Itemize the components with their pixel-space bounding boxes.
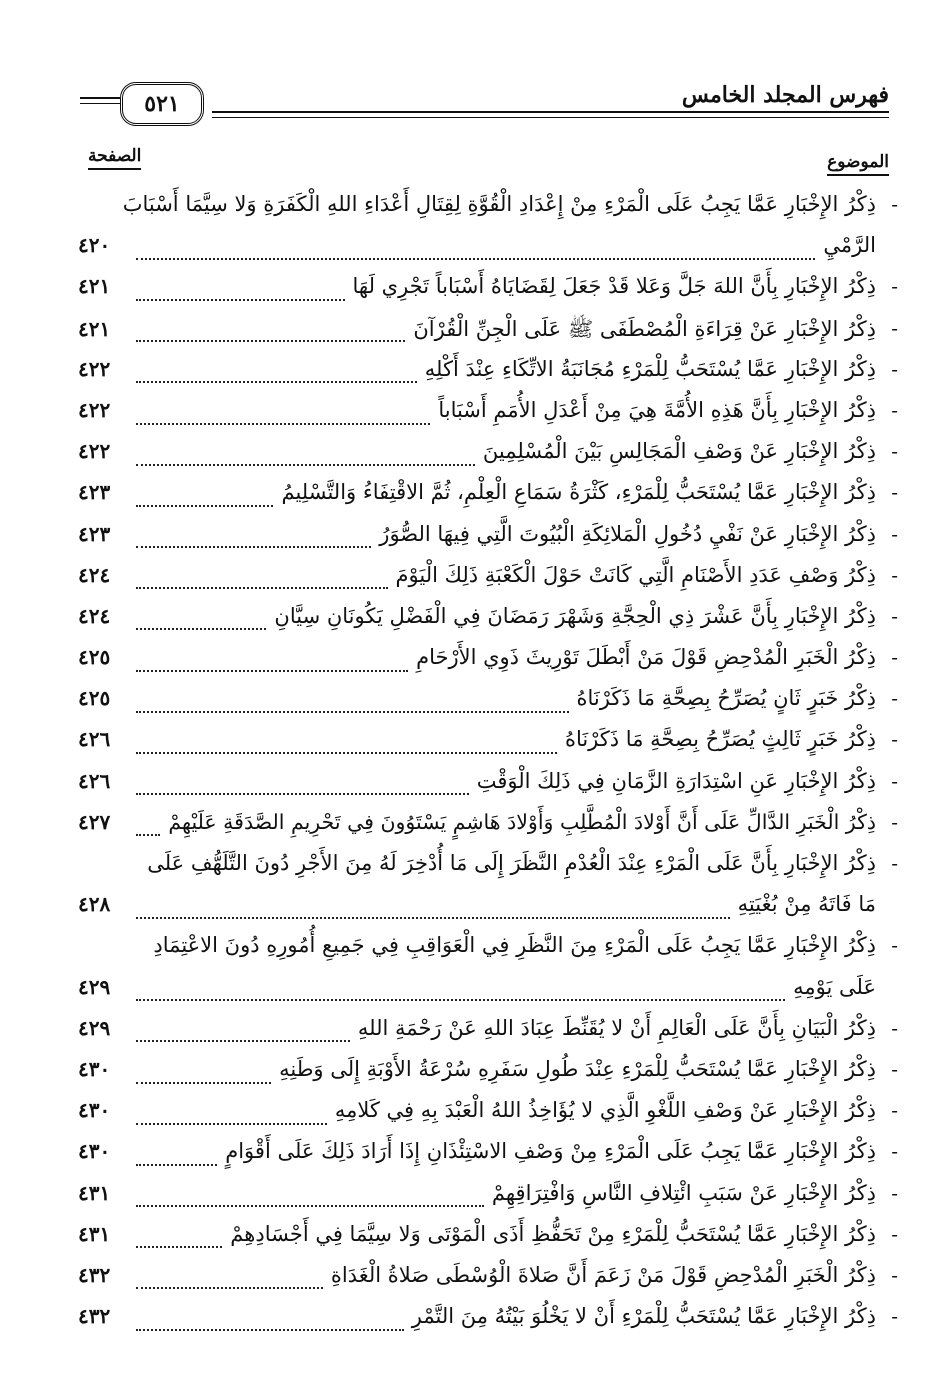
entry-line [78, 1098, 892, 1139]
entry-title: ذِكْرُ الْخَبَرِ الدَّالِّ عَلَى أَنَّ أَوْلادَ الْمُطَّلِبِ وَأَوْلادَ هَاشِمٍ يَسْتَوُونَ فِي تَحْرِيمِ الصَّدَقَةِ عَلَيْهِمْ [168, 809, 876, 834]
entry-title: ذِكْرُ الإِخْبَارِ عَنْ نَفْيِ دُخُولِ الْمَلائِكَةِ الْبُيُوتَ الَّتِي فِيهَا الصُّوَرُ [379, 521, 876, 546]
entry-page-number: ٤٢٣ [78, 521, 111, 546]
dot-leader [136, 299, 345, 301]
entry-page-number: ٤٢٥ [78, 686, 111, 711]
dot-leader [136, 628, 266, 630]
entry-line [78, 439, 892, 480]
index-entry [78, 439, 898, 480]
entry-bullet: - [891, 1262, 898, 1287]
topic-heading-text: الموضوع [827, 152, 889, 176]
entry-bullet: - [891, 274, 898, 299]
entry-bullet: - [891, 397, 898, 422]
entry-line [78, 892, 892, 933]
entry-bullet: - [891, 315, 898, 340]
header-rule-right-top [212, 111, 889, 113]
index-entry [78, 727, 898, 768]
dot-leader [136, 1040, 350, 1042]
index-entry [78, 521, 898, 563]
index-entry [78, 645, 898, 686]
entry-page-number: ٤٢٤ [78, 562, 111, 587]
entry-bullet: - [891, 1221, 898, 1246]
entry-line [78, 1222, 892, 1263]
entry-title: ذِكْرُ الإِخْبَارِ عَنْ وَصْفِ الْمَجَالِسِ بَيْنَ الْمُسْلِمِينَ [482, 439, 876, 464]
entry-bullet: - [891, 768, 898, 793]
entry-line [78, 233, 892, 274]
entry-bullet: - [891, 1056, 898, 1081]
dot-leader [136, 1164, 217, 1166]
page-header [80, 82, 889, 126]
entry-page-number: ٤٣٢ [78, 1304, 111, 1329]
index-entry [78, 315, 898, 357]
entry-title: ذِكْرُ الْخَبَرِ الْمُدْحِضِ قَوْلَ مَنْ زَعَمَ أَنَّ صَلاةَ الْوُسْطَى صَلاةُ الْغَدَاةِ [330, 1262, 876, 1287]
entry-page-number: ٤٣٠ [78, 1098, 111, 1123]
dot-leader [136, 711, 569, 713]
dot-leader [136, 1329, 404, 1331]
entry-page-number: ٤٣١ [78, 1221, 111, 1246]
entry-page-number: ٤٣١ [78, 1180, 111, 1205]
entry-bullet: - [891, 1098, 898, 1123]
entry-line [78, 727, 892, 768]
dot-leader [136, 1123, 327, 1125]
entry-title: ذِكْرُ الإِخْبَارِ بِأَنَّ عَلَى الْمَرْءِ عِنْدَ الْعُدْمِ النَّظَرَ إِلَى مَا أُدْخِرَ لَهُ مِنَ الأَجْرِ دُونَ التَّلَهُّفِ عَلَى [147, 851, 876, 875]
index-entry [78, 1180, 898, 1222]
entry-title: مَا فَاتَهُ مِنْ بُغْيَتِهِ [737, 892, 876, 917]
index-entry [78, 1262, 898, 1304]
index-entry [78, 851, 898, 933]
entry-title: ذِكْرُ الْخَبَرِ الْمُدْحِضِ قَوْلَ مَنْ أَبْطَلَ تَوْرِيثَ ذَوِي الأَرْحَامِ [416, 645, 876, 670]
entry-page-number: ٤٢١ [78, 316, 111, 341]
dot-leader [136, 1287, 323, 1289]
header-rule-left-top [80, 97, 120, 99]
entry-bullet: - [891, 1304, 898, 1329]
entry-line [78, 1304, 892, 1345]
entry-title: ذِكْرُ الإِخْبَارِ عَمَّا يُسْتَحَبُّ لِلْمَرْءِ أَنْ لا يَخْلُوَ بَيْتُهُ مِنَ التَّمْرِ [411, 1304, 876, 1329]
index-entry [78, 192, 898, 274]
entry-line [78, 192, 892, 233]
entry-line [78, 563, 892, 604]
page-heading-text: الصفحة [88, 146, 141, 170]
entry-title: ذِكْرُ الإِخْبَارِ عَمَّا يُسْتَحَبُّ لِلْمَرْءِ، كَثْرَةُ سَمَاعِ الْعِلْمِ، ثُمَّ الاقْتِفَاءُ وَالتَّسْلِيمُ [281, 480, 876, 505]
entry-bullet: - [891, 192, 898, 216]
entry-line [78, 1057, 892, 1098]
dot-leader [136, 917, 730, 919]
entry-line [78, 1181, 892, 1222]
entry-bullet: - [891, 1139, 898, 1164]
entry-bullet: - [891, 851, 898, 875]
entry-line [78, 1016, 892, 1057]
dot-leader [136, 464, 475, 466]
entry-line [78, 274, 892, 315]
entry-page-number: ٤٢٨ [78, 892, 111, 917]
dot-leader [136, 1246, 222, 1248]
entry-page-number: ٤٢٤ [78, 603, 111, 628]
entry-title: الرَّمْيِ [823, 233, 876, 258]
entry-line [78, 480, 892, 521]
index-entry [78, 562, 898, 604]
entry-line [78, 645, 892, 686]
entry-page-number: ٤٢٢ [78, 439, 111, 464]
entry-title: عَلَى يَوْمِهِ [793, 974, 876, 999]
index-entry [78, 1221, 898, 1263]
index-entry [78, 686, 898, 727]
entry-page-number: ٤٣٠ [78, 1056, 111, 1081]
entry-page-number: ٤٢٣ [78, 480, 111, 505]
entry-title: ذِكْرُ الإِخْبَارِ بِأَنَّ اللهَ جَلَّ وَعَلا قَدْ جَعَلَ لِقَضَايَاهُ أَسْبَاباً تَجْرِي لَهَا [352, 274, 876, 299]
entry-page-number: ٤٢٠ [78, 233, 111, 258]
dot-leader [136, 1205, 484, 1207]
entry-line [78, 1139, 892, 1180]
index-entry [78, 397, 898, 439]
entry-line [78, 1263, 892, 1304]
header-rule-right-bottom [212, 117, 889, 118]
index-entry [78, 1304, 898, 1345]
dot-leader [136, 258, 815, 260]
entry-title: ذِكْرُ الإِخْبَارِ بِأَنَّ هَذِهِ الأُمَّةَ هِيَ مِنْ أَعْدَلِ الأُمَمِ أَسْبَاباً [438, 397, 876, 422]
entry-title: ذِكْرُ الإِخْبَارِ عَمَّا يَجِبُ عَلَى الْمَرْءِ مِنَ النَّظَرِ فِي الْعَوَاقِبِ فِي جَمِيعِ أُمُورِهِ دُونَ الاعْتِمَادِ [153, 933, 876, 958]
index-entry [78, 603, 898, 645]
index-entries [78, 192, 898, 1345]
entry-title: ذِكْرُ الإِخْبَارِ عَمَّا يَجِبُ عَلَى الْمَرْءِ مِنْ إِعْدَادِ الْقُوَّةِ لِقِتَالِ أَعْدَاءِ اللهِ الْكَفَرَةِ وَلا سِيَّمَا أَسْبَابَ [122, 192, 876, 216]
dot-leader [136, 340, 405, 342]
dot-leader [136, 834, 160, 836]
index-entry [78, 480, 898, 521]
entry-title: ذِكْرُ الْبَيَانِ بِأَنَّ عَلَى الْعَالِمِ أَنْ لا يُقَنِّطَ عِبَادَ اللهِ عَنْ رَحْمَةِ اللهِ [357, 1015, 876, 1040]
entry-title: ذِكْرُ الإِخْبَارِ عَنْ قِرَاءَةِ الْمُصْطَفَى ﷺ عَلَى الْجِنِّ الْقُرْآنَ [413, 316, 876, 341]
entry-line [78, 686, 892, 727]
index-entry [78, 768, 898, 810]
entry-line [78, 851, 892, 892]
dot-leader [136, 423, 430, 425]
entry-page-number: ٤٢٩ [78, 1015, 111, 1040]
entry-title: ذِكْرُ وَصْفِ عَدَدِ الأَصْنَامِ الَّتِي كَانَتْ حَوْلَ الْكَعْبَةِ ذَلِكَ الْيَوْمَ [395, 562, 876, 587]
entry-line [78, 975, 892, 1016]
header-rule-left-bottom [80, 103, 120, 104]
entry-page-number: ٤٢٩ [78, 974, 111, 999]
entry-line [78, 810, 892, 851]
entry-page-number: ٤٣٢ [78, 1262, 111, 1287]
entry-bullet: - [891, 809, 898, 834]
index-entry [78, 356, 898, 398]
entry-title: ذِكْرُ الإِخْبَارِ عَمَّا يَجِبُ عَلَى الْمَرْءِ مِنْ وَصْفِ الاسْتِئْذَانِ إِذَا أَرَادَ ذَلِكَ عَلَى أَقْوَامٍ [225, 1139, 876, 1164]
entry-page-number: ٤٢١ [78, 274, 111, 299]
entry-page-number: ٤٢٧ [78, 809, 111, 834]
entry-bullet: - [891, 645, 898, 670]
index-entry [78, 274, 898, 315]
index-entry [78, 1098, 898, 1139]
entry-page-number: ٤٢٢ [78, 397, 111, 422]
entry-title: ذِكْرُ الإِخْبَارِ عَنْ سَبَبِ ائْتِلافِ النَّاسِ وَافْتِرَاقِهِمْ [491, 1180, 876, 1205]
entry-line [78, 316, 892, 357]
entry-line [78, 933, 892, 974]
entry-bullet: - [891, 356, 898, 381]
dot-leader [136, 793, 469, 795]
entry-page-number: ٤٢٦ [78, 768, 111, 793]
entry-title: ذِكْرُ الإِخْبَارِ بِأَنَّ عَشْرَ ذِي الْحِجَّةِ وَشَهْرَ رَمَضَانَ فِي الْفَضْلِ يَكُونَانِ سِيَّانِ [274, 603, 876, 628]
entry-line [78, 357, 892, 398]
entry-title: ذِكْرُ الإِخْبَارِ عَمَّا يُسْتَحَبُّ لِلْمَرْءِ مُجَانَبَةُ الاتِّكَاءِ عِنْدَ أَكْلِهِ [424, 356, 876, 381]
entry-line [78, 769, 892, 810]
entry-title: ذِكْرُ الإِخْبَارِ عَمَّا يُسْتَحَبُّ لِلْمَرْءِ مِنْ تَحَفُّظِ أَذَى الْمَوْتَى وَلا سِيَّمَا فِي أَجْسَادِهِمْ [230, 1221, 876, 1246]
entry-page-number: ٤٣٠ [78, 1139, 111, 1164]
dot-leader [136, 587, 388, 589]
volume-index-title: فهرس المجلد الخامس [681, 82, 889, 108]
index-entry [78, 1139, 898, 1180]
index-entry [78, 1056, 898, 1098]
entry-line [78, 522, 892, 563]
entry-bullet: - [891, 933, 898, 958]
dot-leader [136, 1082, 271, 1084]
entry-bullet: - [891, 603, 898, 628]
entry-bullet: - [891, 727, 898, 752]
index-entry [78, 1015, 898, 1057]
entry-bullet: - [891, 521, 898, 546]
dot-leader [136, 752, 557, 754]
entry-bullet: - [891, 686, 898, 711]
dot-leader [136, 381, 417, 383]
entry-title: ذِكْرُ خَبَرٍ ثَانٍ يُصَرِّحُ بِصِحَّةِ مَا ذَكَرْنَاهُ [576, 686, 876, 711]
dot-leader [136, 670, 408, 672]
column-heading-topic [827, 152, 889, 172]
entry-title: ذِكْرُ خَبَرٍ ثَالِثٍ يُصَرِّحُ بِصِحَّةِ مَا ذَكَرْنَاهُ [564, 727, 876, 752]
column-heading-page [88, 146, 141, 166]
entry-bullet: - [891, 439, 898, 464]
page-number-badge: ٥٢١ [120, 82, 204, 126]
entry-page-number: ٤٢٥ [78, 645, 111, 670]
entry-page-number: ٤٢٦ [78, 727, 111, 752]
dot-leader [136, 546, 371, 548]
index-entry [78, 809, 898, 851]
entry-bullet: - [891, 562, 898, 587]
entry-title: ذِكْرُ الإِخْبَارِ عَنِ اسْتِدَارَةِ الزَّمَانِ فِي ذَلِكَ الْوَقْتِ [476, 768, 876, 793]
entry-bullet: - [891, 480, 898, 505]
entry-bullet: - [891, 1180, 898, 1205]
entry-title: ذِكْرُ الإِخْبَارِ عَمَّا يُسْتَحَبُّ لِلْمَرْءِ عِنْدَ طُولِ سَفَرِهِ سُرْعَةُ الأَوْبَةِ إِلَى وَطَنِهِ [279, 1056, 876, 1081]
entry-line [78, 398, 892, 439]
dot-leader [136, 999, 785, 1001]
entry-title: ذِكْرُ الإِخْبَارِ عَنْ وَصْفِ اللَّغْوِ الَّذِي لا يُؤَاخِذُ اللهُ الْعَبْدَ بِهِ فِي كَلامِهِ [334, 1098, 876, 1123]
entry-bullet: - [891, 1015, 898, 1040]
entry-page-number: ٤٢٢ [78, 356, 111, 381]
entry-line [78, 604, 892, 645]
index-entry [78, 933, 898, 1015]
dot-leader [136, 505, 273, 507]
